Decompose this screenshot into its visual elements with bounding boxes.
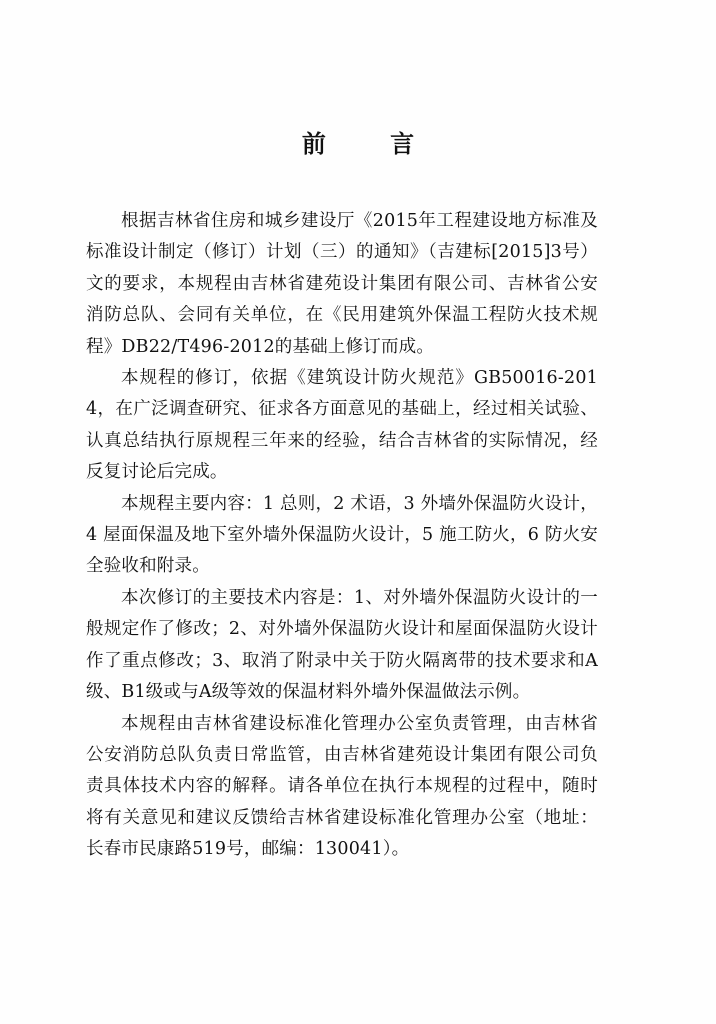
paragraph-revision-basis: 本规程的修订，依据《建筑设计防火规范》GB50016-2014，在广泛调查研究、征求各方面意见的基础上，经过相关试验、认真总结执行原规程三年来的经验，结合吉林省的实际情况，经反复讨论后完成。	[86, 368, 598, 483]
paragraph-main-contents: 本规程主要内容：1 总则，2 术语，3 外墙外保温防火设计，4 屋面保温及地下室外墙外保温防火设计，5 施工防火，6 防火安全验收和附录。	[86, 493, 598, 577]
paragraph-revision-contents: 本次修订的主要技术内容是：1、对外墙外保温防火设计的一般规定作了修改；2、对外墙外保温防火设计和屋面保温防火设计作了重点修改；3、取消了附录中关于防火隔离带的技术要求和A级、B1级或与A级等效的保温材料外墙外保温做法示例。	[86, 587, 598, 703]
preface-body	[86, 206, 598, 866]
paragraph-management: 本规程由吉林省建设标准化管理办公室负责管理，由吉林省公安消防总队负责日常监管，由吉林省建苑设计集团有限公司负责具体技术内容的解释。请各单位在执行本规程的过程中，随时将有关意见和建议反馈给吉林省建设标准化管理办公室（地址：长春市民康路519号，邮编：130041）。	[86, 713, 598, 860]
page-title: 前 言	[301, 130, 443, 158]
paragraph-basis: 根据吉林省住房和城乡建设厅《2015年工程建设地方标准及标准设计制定（修订）计划（三）的通知》（吉建标[2015]3号）文的要求，本规程由吉林省建苑设计集团有限公司、吉林省公安消防总队、会同有关单位，在《民用建筑外保温工程防火技术规程》DB22/T496-2012的基础上修订而成。	[86, 211, 598, 357]
